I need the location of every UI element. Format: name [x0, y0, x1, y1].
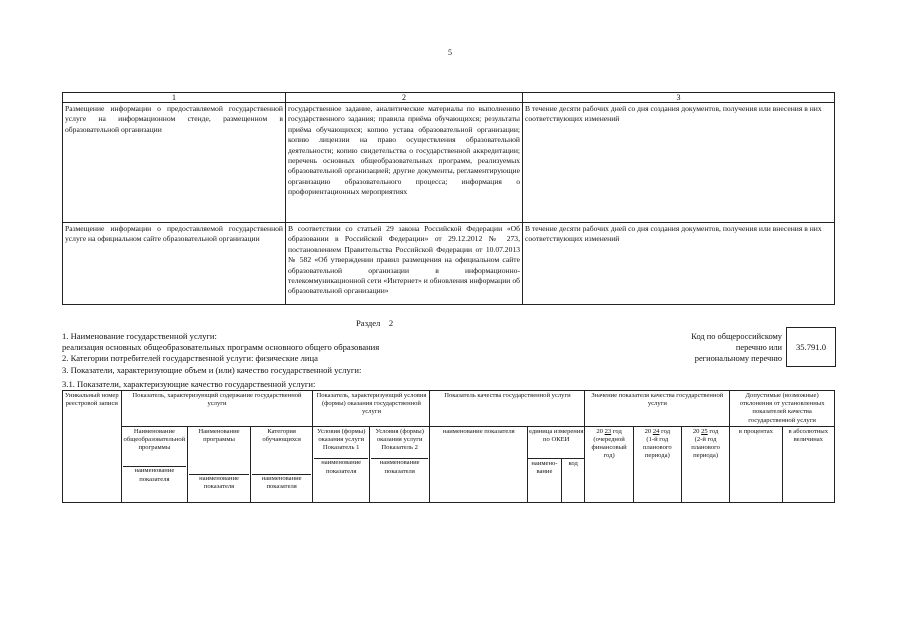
indicator-name-label: наименование показателя	[371, 458, 429, 475]
year-2-value: 24	[652, 427, 660, 435]
indicator-name-label: наименование показателя	[252, 474, 312, 491]
sub-header: Наименование общеобразовательной программы	[123, 427, 186, 452]
sub-header: Категория обучающихся	[262, 427, 301, 444]
unit-code-header: код	[561, 458, 585, 502]
row1-frequency: В течение десяти рабочих дней со дня создания документов, получения или внесения в них соответствующих изменений	[523, 103, 835, 223]
row1-content: государственное задание, аналитические материалы по выполнению государственного задания; правила приёма обучающихся; результаты приёма обучающихся; копию устава образовательной организации; копию лицензии на право осуществления образовательной деятельности; копию свидетельства о государственной аккредитации; перечень основных общеобразовательных программ, реализуемых образовательной организацией; другие документы, регламентирующие организацию образовательного процесса; информация о профориентационных мероприятиях	[286, 103, 523, 223]
table-header-row	[63, 391, 835, 427]
column-header-2: 2	[286, 93, 523, 103]
year-2-note: (1-й год планового периода)	[642, 436, 672, 460]
page-number: 5	[448, 48, 452, 57]
sub-header: Наименование программы	[198, 427, 240, 444]
table-header-row	[63, 426, 835, 458]
indicator-name-label: наименование показателя	[123, 466, 187, 483]
service-name-value: реализация основных общеобразовательных программ основного общего образования	[62, 342, 380, 352]
consumer-category: 2. Категории потребителей государственной услуги: физические лица	[62, 353, 318, 363]
deviation-absolute-header: в абсолютных величинах	[782, 426, 834, 502]
row2-method: Размещение информации о предоставляемой государственной услуге на официальном сайте образовательной организации	[63, 223, 286, 305]
table-header-row	[63, 93, 835, 103]
code-label-3: региональному перечню	[694, 354, 782, 363]
service-name-label: 1. Наименование государственной услуги:	[62, 331, 217, 341]
section-label: Раздел	[356, 318, 381, 328]
unit-name-header: наимено-вание	[527, 458, 561, 502]
registry-code-box: 35.791.0	[786, 327, 836, 367]
year-3-note: (2-й год планового периода)	[691, 436, 720, 460]
column-header-1: 1	[63, 93, 286, 103]
unique-number-header: Уникальный номер реестровой записи	[63, 391, 122, 503]
quality-indicators-heading: 3.1. Показатели, характеризующие качество государственной услуги:	[62, 379, 316, 389]
section-number: 2	[388, 318, 394, 328]
code-label-1: Код по общероссийскому	[691, 332, 782, 341]
indicator-name-label: наименование показателя	[314, 458, 367, 475]
conditions-header: Показатель, характеризующий условия (формы) оказания государственной услуги	[313, 391, 430, 427]
column-header-3: 3	[523, 93, 835, 103]
unit-header: единица измерения по ОКЕИ	[527, 426, 584, 458]
year-1-note: (очередной финансовый год)	[591, 436, 627, 460]
content-header: Показатель, характеризующий содержание государственной услуги	[121, 391, 313, 427]
values-header: Значение показателя качества государственной услуги	[585, 391, 730, 427]
deviation-header: Допустимые (возможные) отклонения от установленных показателей качества государственной услуги	[730, 391, 835, 427]
sub-header: Условия (формы) оказания услуги Показатель 2	[375, 427, 424, 452]
year-3-value: 25	[701, 427, 708, 435]
row1-method: Размещение информации о предоставляемой государственной услуге на информационном стенде, размещенном в образовательной организации	[63, 103, 286, 223]
information-table	[62, 92, 835, 305]
year-1-header: 20 23 год (очередной финансовый год)	[585, 426, 633, 502]
indicator-name-label: наименование показателя	[189, 474, 249, 491]
indicators-heading: 3. Показатели, характеризующие объем и (или) качество государственной услуги:	[62, 365, 362, 375]
row2-content: В соответствии со статьей 29 закона Российской Федерации «Об образовании в Российской Федерации» от 29.12.2012 № 273, постановлением Правительства Российской Федерации от 10.07.2013 № 582 «Об утверждении правил размещения на официальном сайте образовательной организации в информационно-телекоммуникационной сети «Интернет» и обновления информации об образовательной организации»	[286, 223, 523, 305]
year-2-header: 20 24 год (1-й год планового периода)	[633, 426, 681, 502]
sub-header: Условия (формы) оказания услуги Показатель 1	[316, 427, 366, 452]
code-label-2: перечню или	[735, 343, 782, 352]
quality-name-header: наименование показателя	[430, 426, 528, 502]
section-title	[356, 318, 393, 328]
table-row	[63, 103, 835, 223]
table-row	[63, 223, 835, 305]
quality-header: Показатель качества государственной услуги	[430, 391, 585, 427]
row2-frequency: В течение десяти рабочих дней со дня создания документов, получения или внесения в них соответствующих изменений	[523, 223, 835, 305]
quality-indicators-table	[62, 390, 835, 503]
year-1-value: 23	[604, 427, 612, 435]
year-3-header: 20 25 год (2-й год планового периода)	[681, 426, 729, 502]
deviation-percent-header: в процентах	[730, 426, 782, 502]
